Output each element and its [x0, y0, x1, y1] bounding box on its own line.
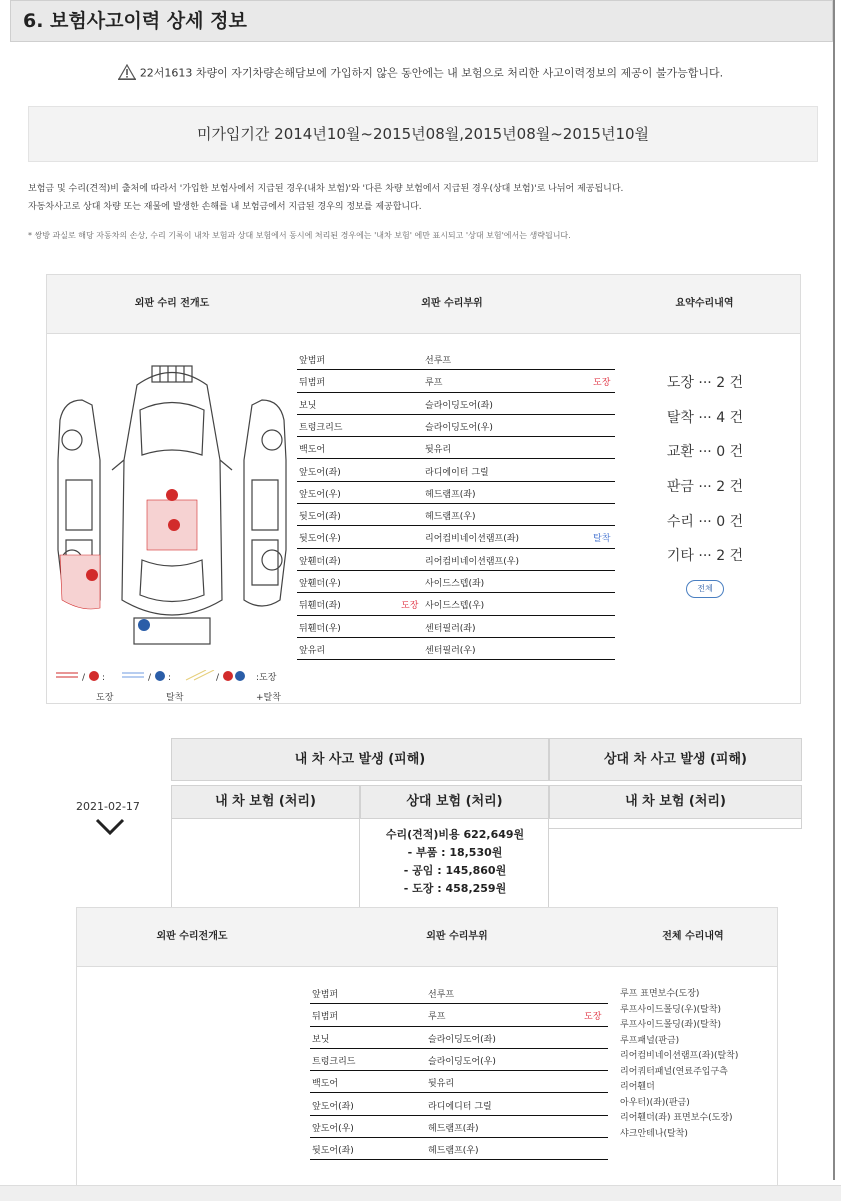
header-summary: 요약수리내역 [675, 298, 734, 309]
header-parts: 외판 수리부위 [421, 298, 483, 309]
parts-row [297, 638, 615, 660]
part-left: 앞도어(좌) [299, 467, 341, 478]
part-left: 보닛 [299, 400, 317, 411]
other-damage-header: 상대 차 사고 발생 (피해) [549, 738, 802, 781]
part-left: 뒷도어(좌) [299, 512, 341, 523]
full-list-item: 루프 표면보수(도장) [620, 989, 700, 999]
other-insurance-header: 상대 보험 (처리) [360, 785, 549, 819]
part-flag: 탈착 [593, 534, 611, 545]
chevron-down-icon[interactable] [95, 818, 125, 836]
my-insurance-header: 내 차 보험 (처리) [171, 785, 360, 819]
warning-icon [118, 64, 136, 83]
parts-row [297, 571, 615, 593]
summary-item: 기타 ··· 2 건 [666, 548, 744, 565]
part-left: 뒷도어(우) [299, 534, 341, 545]
full-list-item: 리어휀더 [620, 1082, 655, 1092]
repair-cost [360, 826, 550, 898]
parts-row [310, 1138, 608, 1160]
part-right: 라디에이터 그릴 [425, 467, 489, 478]
part-right: 슬라이딩도어(우) [425, 422, 493, 433]
description-line-1: 보험금 및 수리(견적)비 출처에 따라서 '가입한 보험사에서 지급된 경우(내차 보험)'와 '다른 차량 보험에서 지급된 경우(상대 보험)'로 나뉘어 제공됩니다. [28, 184, 624, 194]
part-right: 센터필러(우) [425, 645, 476, 656]
header-diagram: 외판 수리 전개도 [134, 298, 210, 309]
paint-marker [168, 519, 180, 531]
part-left: 백도어 [299, 445, 326, 456]
car-diagram [52, 350, 292, 650]
repair-total: 수리(견적)비용 622,649원 [385, 828, 525, 841]
view-all-button[interactable]: 전체 [686, 580, 724, 598]
notice [0, 64, 841, 83]
other-damage-body [549, 819, 802, 829]
full-list-item: 리어휀더(좌) 표면보수(도장) [620, 1113, 733, 1123]
part-right: 슬라이딩도어(좌) [425, 400, 493, 411]
part-right: 루프 [428, 1012, 446, 1023]
full-list-item: 루프사이드몰딩(좌)(탈착) [620, 1020, 721, 1030]
parts-row [310, 982, 608, 1004]
part-right: 슬라이딩도어(우) [428, 1056, 496, 1067]
parts-row [297, 504, 615, 526]
part-left: 트렁크리드 [299, 422, 343, 433]
part-right: 리어컴비네이션램프(우) [425, 556, 519, 567]
part-right: 사이드스텝(좌) [425, 579, 485, 589]
parts-row [310, 1116, 608, 1138]
part-right: 사이드스텝(우) [425, 601, 485, 612]
parts-row [297, 460, 615, 482]
part-left: 트렁크리드 [312, 1056, 356, 1067]
legend-both-label2: +탈착 [256, 693, 281, 703]
header-diagram-2: 외판 수리전개도 [156, 931, 228, 942]
parts-row [310, 1027, 608, 1049]
part-right: 헤드램프(우) [428, 1146, 479, 1157]
full-list-item: 리어쿼터패널(연료주입구측 [620, 1066, 728, 1077]
uninsured-period: 미가입기간 2014년10월~2015년08월,2015년08월~2015년10월 [28, 106, 818, 162]
part-right: 헤드램프(우) [425, 512, 476, 523]
part-left: 앞휀더(우) [299, 579, 341, 589]
other-my-insurance-header: 내 차 보험 (처리) [549, 785, 802, 819]
legend-detach-label: 탈착 [166, 693, 184, 703]
full-list-item: 샤크안테나(탈착) [620, 1128, 688, 1139]
full-list-item: 루프사이드몰딩(우)(탈착) [620, 1004, 721, 1015]
svg-text:/: / [82, 673, 86, 683]
full-list-item: 아우터)(좌)(판금) [620, 1097, 690, 1108]
summary-item: 수리 ··· 0 건 [666, 513, 744, 530]
part-left: 백도어 [312, 1079, 339, 1090]
part-right: 슬라이딩도어(좌) [428, 1034, 496, 1045]
part-left: 앞도어(우) [299, 489, 341, 500]
legend [56, 670, 291, 703]
section-title: 6. 보험사고이력 상세 정보 [23, 10, 247, 32]
parts-row [297, 437, 615, 459]
part-left: 뒤범퍼 [312, 1012, 339, 1023]
my-damage-header: 내 차 사고 발생 (피해) [171, 738, 549, 781]
description-line-2: 자동차사고로 상대 차량 또는 재물에 발생한 손해를 내 보험금에서 지급된 경우의 정보를 제공합니다. [28, 202, 422, 212]
part-right: 헤드램프(좌) [428, 1123, 479, 1134]
part-right: 선루프 [428, 990, 455, 1000]
summary-list [640, 372, 770, 598]
repair-detail-header [47, 275, 800, 334]
summary-item: 도장 ··· 2 건 [666, 375, 744, 391]
labor-cost: - 공임 : 145,860원 [403, 864, 507, 877]
svg-text::: : [102, 673, 106, 683]
parts-cost: - 부품 : 18,530원 [407, 846, 503, 859]
part-right: 선루프 [425, 356, 452, 366]
parts-row [297, 415, 615, 437]
full-list-item: 리어컴비네이션램프(좌)(탈착) [620, 1051, 739, 1061]
header-parts-2: 외판 수리부위 [426, 931, 488, 942]
legend-paint-label: 도장 [96, 693, 114, 703]
bottom-strip [0, 1185, 841, 1201]
section-header [10, 0, 833, 42]
paint-cost: - 도장 : 458,259원 [403, 882, 507, 895]
part-left: 뒤범퍼 [299, 378, 326, 389]
svg-text:/: / [148, 673, 152, 683]
parts-row [297, 526, 615, 548]
right-border [833, 0, 835, 1180]
part-right: 헤드램프(좌) [425, 489, 476, 500]
part-left: 앞범퍼 [312, 990, 339, 1000]
part-right: 센터필러(좌) [425, 623, 476, 634]
summary-item: 탈착 ··· 4 건 [666, 409, 744, 426]
summary-item: 교환 ··· 0 건 [666, 444, 744, 461]
part-flag: 도장 [584, 1012, 602, 1023]
full-repair-list [620, 987, 738, 1142]
part-left: 앞유리 [299, 645, 326, 656]
parts-row [297, 549, 615, 571]
parts-row [297, 393, 615, 415]
accident-detail-header [77, 908, 777, 967]
part-left: 앞도어(우) [312, 1123, 354, 1134]
parts-row [297, 482, 615, 504]
parts-row [297, 370, 615, 392]
summary-item: 판금 ··· 2 건 [666, 479, 744, 496]
part-flag: 도장 [593, 378, 611, 389]
part-left: 앞휀더(좌) [299, 556, 341, 567]
legend-both-label: :도장 [256, 673, 277, 683]
part-flag: 도장 [401, 601, 419, 612]
part-left: 앞도어(좌) [312, 1101, 354, 1112]
part-right: 뒷유리 [425, 445, 452, 456]
parts-row [310, 1094, 608, 1116]
parts-row [297, 348, 615, 370]
parts-row [310, 1071, 608, 1093]
full-list-item: 루프패널(판금) [620, 1035, 680, 1046]
part-right: 루프 [425, 378, 443, 389]
svg-text:/: / [216, 673, 220, 683]
part-left: 앞범퍼 [299, 356, 326, 366]
part-right: 뒷유리 [428, 1079, 455, 1090]
parts-row [297, 616, 615, 638]
parts-row [297, 593, 615, 615]
svg-text::: : [168, 673, 172, 683]
part-left: 뒤휀더(좌) [299, 601, 341, 612]
parts-row [310, 1004, 608, 1026]
part-right: 라디에디터 그릴 [428, 1101, 492, 1112]
notice-text: 22서1613 차량이 자기차량손해담보에 가입하지 않은 동안에는 내 보험으로 처리한 사고이력정보의 제공이 불가능합니다. [139, 66, 724, 80]
part-left: 보닛 [312, 1034, 330, 1045]
parts-row [310, 1049, 608, 1071]
part-right: 리어컴비네이션램프(좌) [425, 534, 519, 545]
accident-date: 2021-02-17 [76, 800, 140, 813]
header-full-list: 전체 수리내역 [662, 931, 724, 942]
description-note: * 쌍방 과실로 해당 자동차의 손상, 수리 기록이 내차 보험과 상대 보험에서 동시에 처리된 경우에는 '내차 보험' 에만 표시되고 '상대 보험'에서는 생략됩니다. [28, 231, 571, 240]
part-left: 뒤휀더(우) [299, 623, 341, 634]
part-left: 뒷도어(좌) [312, 1146, 354, 1157]
